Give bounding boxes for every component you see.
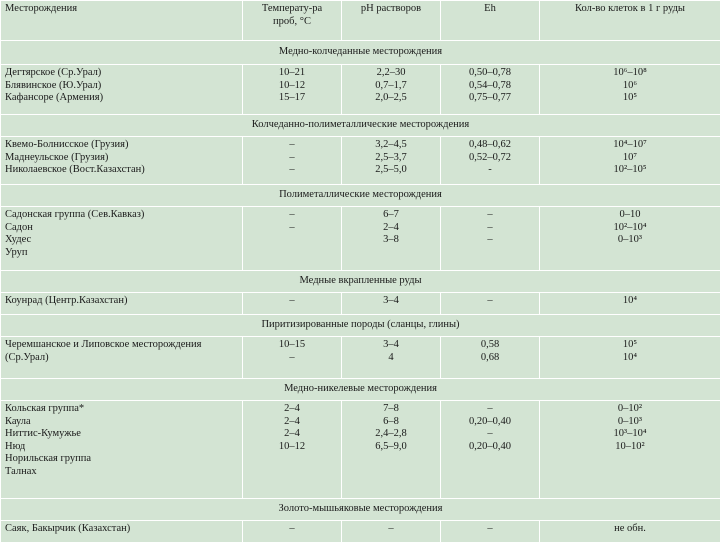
group-data-row xyxy=(1,293,720,315)
cell-value: 0–10 xyxy=(544,209,716,222)
cell-value: 10⁴–10⁷ xyxy=(544,139,716,152)
cell-value: - xyxy=(445,164,535,177)
deposit-name: Коунрад (Центр.Казахстан) xyxy=(5,295,238,308)
deposit-names xyxy=(1,401,243,499)
cell-value: 0–10² xyxy=(544,403,716,416)
cell-value: – xyxy=(346,523,436,536)
cell-value: 7–8 xyxy=(346,403,436,416)
cell-value: 10–15 xyxy=(247,339,337,352)
ph-values xyxy=(342,401,441,499)
cell-value: – xyxy=(445,523,535,536)
cell-value: 6–7 xyxy=(346,209,436,222)
cell-count-values xyxy=(540,207,720,271)
deposit-name: Саяк, Бакырчик (Казахстан) xyxy=(5,523,238,536)
cell-value: – xyxy=(247,164,337,177)
cell-value: 10–10² xyxy=(544,441,716,454)
cell-value: – xyxy=(247,209,337,222)
cell-value: 3,2–4,5 xyxy=(346,139,436,152)
cell-value: 2,0–2,5 xyxy=(346,92,436,105)
cell-value: 2–4 xyxy=(247,428,337,441)
cell-value: 2,5–5,0 xyxy=(346,164,436,177)
cell-value: 0,48–0,62 xyxy=(445,139,535,152)
cell-value: 6,5–9,0 xyxy=(346,441,436,454)
cell-count-values xyxy=(540,337,720,379)
cell-value: 2,2–30 xyxy=(346,67,436,80)
group-title: Медно-колчеданные месторождения xyxy=(1,41,720,65)
deposit-name: Николаевское (Вост.Казахстан) xyxy=(5,164,238,177)
temperature-values xyxy=(243,65,342,115)
cell-value: – xyxy=(445,295,535,308)
deposit-name: (Ср.Урал) xyxy=(5,352,238,365)
ph-values xyxy=(342,521,441,543)
header-temperature xyxy=(243,1,342,41)
cell-value: не обн. xyxy=(544,523,716,536)
eh-values xyxy=(441,401,540,499)
deposit-name: Талнах xyxy=(5,466,238,479)
deposit-name: Кольская группа* xyxy=(5,403,238,416)
ph-values xyxy=(342,293,441,315)
eh-values xyxy=(441,137,540,185)
deposit-names xyxy=(1,521,243,543)
cell-value: 10³–10⁴ xyxy=(544,428,716,441)
deposit-names xyxy=(1,65,243,115)
cell-value: – xyxy=(445,403,535,416)
ph-values xyxy=(342,337,441,379)
group-title: Медные вкрапленные руды xyxy=(1,271,720,293)
header-row xyxy=(1,1,720,41)
cell-value: 10–12 xyxy=(247,80,337,93)
temperature-values xyxy=(243,207,342,271)
cell-value: 2–4 xyxy=(247,403,337,416)
group-title: Колчеданно-полиметаллические месторождения xyxy=(1,115,720,137)
group-title: Полиметаллические месторождения xyxy=(1,185,720,207)
cell-count-values xyxy=(540,521,720,543)
deposit-name: Худес xyxy=(5,234,238,247)
deposit-name: Уруп xyxy=(5,247,238,260)
cell-value: 2,4–2,8 xyxy=(346,428,436,441)
deposit-name: Кафансоре (Армения) xyxy=(5,92,238,105)
deposit-name: Каула xyxy=(5,416,238,429)
header-deposits: Месторождения xyxy=(1,1,243,41)
cell-count-values xyxy=(540,65,720,115)
cell-value: 0,54–0,78 xyxy=(445,80,535,93)
cell-value: – xyxy=(247,152,337,165)
group-data-row xyxy=(1,401,720,499)
cell-value: – xyxy=(445,222,535,235)
group-header-row xyxy=(1,315,720,337)
temperature-values xyxy=(243,137,342,185)
header-temperature-line1: Температу-ра xyxy=(247,3,337,16)
eh-values xyxy=(441,521,540,543)
cell-value: 10⁵ xyxy=(544,92,716,105)
group-data-row xyxy=(1,207,720,271)
ph-values xyxy=(342,137,441,185)
deposit-name: Черемшанское и Липовское месторождения xyxy=(5,339,238,352)
cell-value: 0,58 xyxy=(445,339,535,352)
table-body xyxy=(1,1,720,543)
header-cell-count: Кол-во клеток в 1 г руды xyxy=(540,1,720,41)
temperature-values xyxy=(243,521,342,543)
cell-value: – xyxy=(445,234,535,247)
cell-value: – xyxy=(247,352,337,365)
eh-values xyxy=(441,337,540,379)
deposit-name: Дегтярское (Ср.Урал) xyxy=(5,67,238,80)
header-eh: Eh xyxy=(441,1,540,41)
cell-value: 2–4 xyxy=(247,416,337,429)
cell-value: 10–21 xyxy=(247,67,337,80)
cell-value: 10⁵ xyxy=(544,339,716,352)
temperature-values xyxy=(243,401,342,499)
deposit-names xyxy=(1,207,243,271)
eh-values xyxy=(441,293,540,315)
group-header-row xyxy=(1,379,720,401)
cell-value: 3–4 xyxy=(346,339,436,352)
deposit-name: Садон xyxy=(5,222,238,235)
header-temperature-line2: проб, °С xyxy=(247,16,337,29)
cell-count-values xyxy=(540,293,720,315)
deposit-names xyxy=(1,293,243,315)
cell-value: 0,75–0,77 xyxy=(445,92,535,105)
deposit-names xyxy=(1,137,243,185)
group-data-row xyxy=(1,337,720,379)
group-data-row xyxy=(1,521,720,543)
group-header-row xyxy=(1,499,720,521)
deposit-name: Маднеульское (Грузия) xyxy=(5,152,238,165)
cell-value: 0,68 xyxy=(445,352,535,365)
cell-value: 0,52–0,72 xyxy=(445,152,535,165)
group-header-row xyxy=(1,185,720,207)
cell-value: 4 xyxy=(346,352,436,365)
temperature-values xyxy=(243,293,342,315)
group-title: Пиритизированные породы (сланцы, глины) xyxy=(1,315,720,337)
eh-values xyxy=(441,65,540,115)
cell-value: – xyxy=(247,139,337,152)
cell-value: 10⁷ xyxy=(544,152,716,165)
cell-value: 10⁶–10⁸ xyxy=(544,67,716,80)
cell-value: 2–4 xyxy=(346,222,436,235)
cell-value: 0–10³ xyxy=(544,416,716,429)
cell-value: 10⁶ xyxy=(544,80,716,93)
cell-value: 10²–10⁴ xyxy=(544,222,716,235)
cell-value: 0,50–0,78 xyxy=(445,67,535,80)
cell-value: 0,20–0,40 xyxy=(445,416,535,429)
cell-value: – xyxy=(445,428,535,441)
temperature-values xyxy=(243,337,342,379)
cell-value: 0,20–0,40 xyxy=(445,441,535,454)
cell-value: 3–4 xyxy=(346,295,436,308)
deposit-name: Нюд xyxy=(5,441,238,454)
group-header-row xyxy=(1,41,720,65)
deposit-name: Садонская группа (Сев.Кавказ) xyxy=(5,209,238,222)
cell-value: – xyxy=(247,222,337,235)
cell-value: 0–10³ xyxy=(544,234,716,247)
ph-values xyxy=(342,207,441,271)
cell-value: 10–12 xyxy=(247,441,337,454)
cell-value: 10⁴ xyxy=(544,352,716,365)
cell-value: – xyxy=(445,209,535,222)
deposit-name: Норильская группа xyxy=(5,453,238,466)
group-header-row xyxy=(1,115,720,137)
cell-value: 10⁴ xyxy=(544,295,716,308)
cell-value: – xyxy=(247,523,337,536)
deposit-name: Ниттис-Кумужье xyxy=(5,428,238,441)
cell-value: 6–8 xyxy=(346,416,436,429)
cell-value: 0,7–1,7 xyxy=(346,80,436,93)
cell-count-values xyxy=(540,401,720,499)
header-ph: рН растворов xyxy=(342,1,441,41)
eh-values xyxy=(441,207,540,271)
deposit-name: Блявинское (Ю.Урал) xyxy=(5,80,238,93)
cell-value: 10²–10⁵ xyxy=(544,164,716,177)
group-title: Золото-мышьяковые месторождения xyxy=(1,499,720,521)
cell-value: 15–17 xyxy=(247,92,337,105)
group-data-row xyxy=(1,65,720,115)
deposit-name: Квемо-Болнисское (Грузия) xyxy=(5,139,238,152)
deposit-names xyxy=(1,337,243,379)
group-title: Медно-никелевые месторождения xyxy=(1,379,720,401)
cell-value: 2,5–3,7 xyxy=(346,152,436,165)
ph-values xyxy=(342,65,441,115)
cell-value: 3–8 xyxy=(346,234,436,247)
group-header-row xyxy=(1,271,720,293)
cell-count-values xyxy=(540,137,720,185)
cell-value: – xyxy=(247,295,337,308)
group-data-row xyxy=(1,137,720,185)
